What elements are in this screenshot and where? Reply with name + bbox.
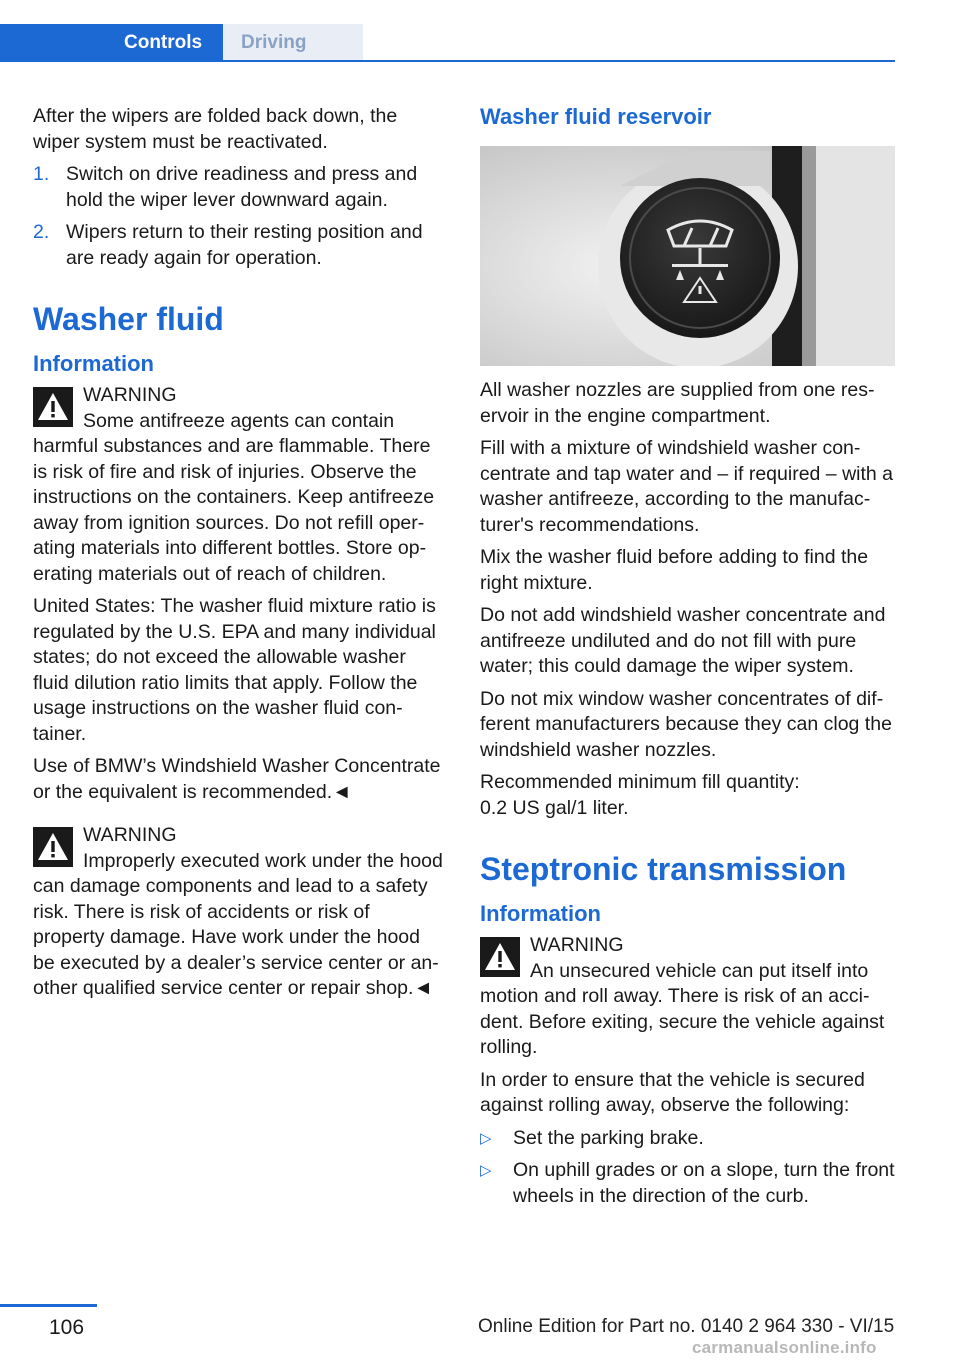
securing-list	[480, 1126, 898, 1210]
step-item	[33, 162, 445, 213]
warning-text: Improperly executed work under the hood can damage components and lead to a safety risk. There is risk of accidents or risk of property damage. Have work under the hood be executed by a dealer’s service center or another qualified service center or repair shop.◄	[33, 849, 443, 999]
left-column	[33, 104, 445, 1009]
section-title-washer-reservoir: Washer fluid reservoir	[480, 104, 712, 129]
triangle-bullet-icon: ▷	[480, 1129, 492, 1147]
reservoir-paragraph: Do not mix window washer concentrates of different manufacturers because they can clog the windshield washer nozzles.	[480, 687, 892, 761]
reservoir-paragraph: Mix the washer fluid before adding to find the right mixture.	[480, 546, 869, 594]
us-regulation-paragraph: United States: The washer fluid mixture ratio is regulated by the U.S. EPA and many individual states; do not exceed the allowable washer fluid dilution ratio limits that apply. Follow the usage instructions on the washer fluid container.	[33, 595, 436, 745]
warning-triangle-icon	[480, 937, 520, 977]
warning-triangle-icon	[33, 387, 73, 427]
washer-reservoir-photo	[480, 146, 895, 366]
warning-block-unsecured-vehicle	[480, 933, 898, 1061]
reservoir-paragraph: All washer nozzles are supplied from one reservoir in the engine compartment.	[480, 379, 875, 427]
watermark-text: carmanualsonline.info	[692, 1338, 877, 1357]
step-item	[33, 220, 445, 271]
warning-label: WARNING	[530, 934, 624, 956]
warning-label: WARNING	[83, 384, 177, 406]
bmw-concentrate-paragraph: Use of BMW’s Windshield Washer Concentrate or the equivalent is recommended.◄	[33, 755, 441, 803]
warning-triangle-icon	[33, 827, 73, 867]
reactivation-steps	[33, 162, 445, 271]
step-number: 1.	[33, 163, 50, 185]
warning-block-hood-work	[33, 823, 445, 1002]
reservoir-paragraph: Do not add windshield washer concentrate and antifreeze undiluted and do not fill with pure water; this could damage the wiper system.	[480, 604, 886, 677]
right-column	[480, 104, 898, 1216]
warning-text: Some antifreeze agents can contain harmful substances and are flammable. There is risk of fire and risk of injuries. Observe the instructions on the containers. Keep antifreeze away from ignition sources. Do not refill operating materials into different bottles. Store operating materials out of reach of children.	[33, 409, 435, 585]
warning-text: An unsecured vehicle can put itself into motion and roll away. There is risk of an accident. Before exiting, secure the vehicle against rolling.	[480, 959, 885, 1058]
list-item	[480, 1126, 898, 1152]
subsection-title-information: Information	[33, 351, 154, 376]
tab-controls[interactable]: Controls	[0, 24, 223, 62]
step-text: Wipers return to their resting position and are ready again for operation.	[66, 221, 423, 269]
triangle-bullet-icon: ▷	[480, 1162, 492, 1179]
warning-block-antifreeze	[33, 383, 445, 587]
fill-quantity	[480, 770, 898, 821]
page-number: 106	[49, 1316, 85, 1339]
ensure-paragraph: In order to ensure that the vehicle is secured against rolling away, observe the following:	[480, 1068, 865, 1116]
reservoir-cap-illustration	[480, 146, 895, 366]
header-rule	[0, 60, 895, 62]
list-item-text: Set the parking brake.	[513, 1126, 704, 1149]
step-number: 2.	[33, 221, 50, 243]
fill-quantity-label: Recommended minimum fill quantity:	[480, 771, 800, 793]
subsection-title-information: Information	[480, 901, 601, 926]
reservoir-paragraph: Fill with a mixture of windshield washer concentrate and tap water and – if required – with a washer antifreeze, according to the manufacturer's recommendations.	[480, 437, 894, 536]
list-item-text: On uphill grades or on a slope, turn the front wheels in the direction of the curb.	[513, 1159, 895, 1207]
section-title-steptronic: Steptronic transmission	[480, 851, 847, 887]
list-item	[480, 1158, 898, 1209]
fill-quantity-value: 0.2 US gal/1 liter.	[480, 796, 629, 819]
tab-driving[interactable]: Driving	[223, 24, 363, 60]
section-title-washer-fluid: Washer fluid	[33, 301, 224, 337]
warning-label: WARNING	[83, 824, 177, 846]
edition-text: Online Edition for Part no. 0140 2 964 330 - VI/15	[478, 1316, 895, 1337]
intro-paragraph: After the wipers are folded back down, the wiper system must be reactivated.	[33, 105, 398, 153]
footer-rule	[0, 1304, 97, 1307]
step-text: Switch on drive readiness and press and hold the wiper lever downward again.	[66, 163, 418, 211]
